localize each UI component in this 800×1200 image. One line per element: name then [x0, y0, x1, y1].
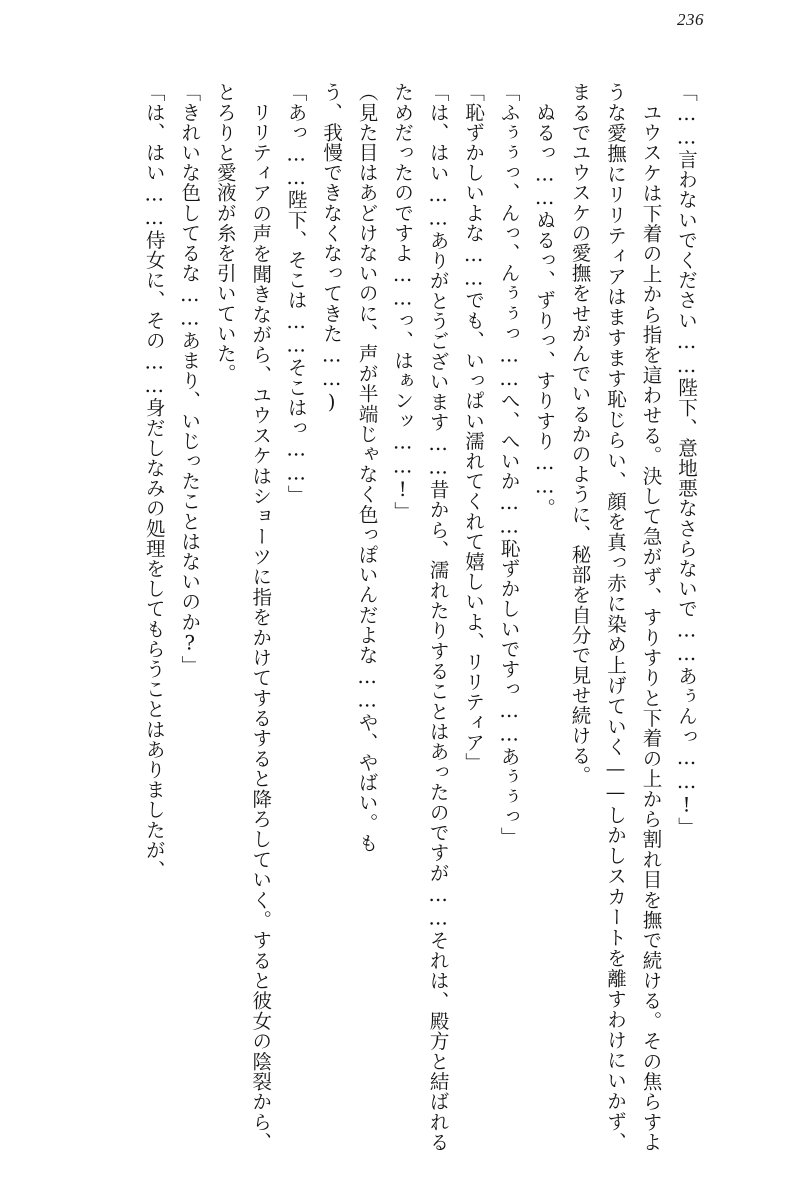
- paragraph: 「きれいな色してるな……あまり、いじったことはないのか?」: [178, 82, 202, 676]
- paragraph: う、我慢できなくなってきた……): [320, 82, 344, 415]
- paragraph: 「は、はい……ありがとうございます……昔から、濡れたりすることはあったのですが……それは、殿方と結ばれるためだったのですよ……っ、はぁンッ……!」: [391, 82, 450, 1152]
- paragraph: ユウスケは下着の上から指を這わせる。決して急がず、すりすりと下着の上から割れ目を撫で続ける。その焦らすような愛撫にリリティアはますます恥じらい、顔を真っ赤に染め上げていく——しかしスカートを離すわけにいかず、まるでユウスケの愛撫をせがんでいるかのように、秘部を自分で見せ続ける。: [568, 82, 663, 1152]
- paragraph: 「恥ずかしいよな……でも、いっぱい濡れてくれて嬉しいよ、リリティア」: [462, 82, 486, 773]
- paragraph: リリティアの声を聞きながら、ユウスケはショーツに指をかけてするすると降ろしていく。すると彼女の陰裂から、とろりと愛液が糸を引いていた。: [213, 82, 273, 1152]
- paragraph: 「……言わないでください……陛下、意地悪なさらないで……あぅんっ……!」: [675, 82, 698, 838]
- paragraph: 「あっ……陛下、そこは……そこはっ……」: [284, 82, 308, 505]
- paragraph: （見た目はあどけないのに、声が半端じゃなく色っぽいんだよな……や、やばい。も: [355, 82, 379, 853]
- paragraph: 「は、はい……侍女に、その……身だしなみの処理をしてもらうことはありましたが、: [142, 82, 166, 880]
- page-body-text: [36, 82, 704, 1152]
- paragraph: ぬるっ……ぬるっ、ずりっ、すりすり……。: [533, 82, 557, 519]
- paragraph: 「ふぅぅっ、んっ、んぅぅっ……へ、へいか……恥ずかしいですっ……あぅぅっ」: [497, 82, 521, 847]
- page-number: 236: [677, 10, 704, 29]
